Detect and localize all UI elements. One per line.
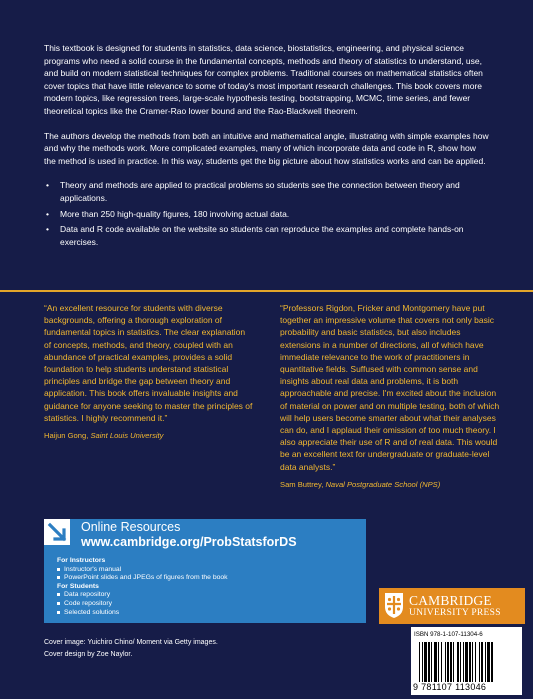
endorser-name: Haijun Gong, [44, 431, 91, 441]
endorsement-attribution [280, 479, 500, 491]
endorsement-1 [44, 302, 254, 442]
resource-list [57, 557, 228, 617]
online-resources-url[interactable]: www.cambridge.org/ProbStatsforDS [81, 535, 297, 549]
description-paragraph-2: The authors develop the methods from both an intuitive and mathematical angle, illustrating with simple examples how and why the methods work. More complicated examples, many of which incorporate data and code in R, show how the method is used in practice. In this way, students get the big picture about how statistics works and can be applied. [44, 130, 489, 166]
cover-design-credit: Cover design by Zoe Naylor. [44, 650, 133, 658]
cover-image-credit: Cover image: Yuichiro Chino/ Moment via Getty images. [44, 639, 218, 646]
endorser-name: Sam Buttrey, [280, 479, 326, 489]
endorsement-text: “An excellent resource for students with diverse backgrounds, offering a thorough exploration of fundamental topics in statistics. The clear explanation of concepts, methods, and theory, coupled with an abundance of practical examples, provides a solid foundation to help students understand statistical principles and bridge the gap between theory and application. This book offers invaluable insights and guidance for anyone seeking to master the principles of statistics. I highly recommend it.” [44, 303, 253, 423]
endorsement-2 [280, 302, 500, 491]
cover-credits [44, 637, 218, 660]
endorser-affiliation: Naval Postgraduate School (NPS) [325, 479, 441, 489]
resource-item: Selected solutions [57, 609, 228, 618]
feature-list [44, 179, 489, 248]
online-resources-box [44, 519, 366, 623]
instructors-header: For Instructors [57, 557, 106, 564]
shield-icon [384, 592, 404, 619]
publisher-logo [379, 588, 525, 624]
online-resources-title: Online Resources [81, 520, 181, 534]
description-paragraph-1: This textbook is designed for students in statistics, data science, biostatistics, engineering, and physical science programs who need a solid course in the fundamental concepts, methods and theory of statistics to understand, use, and build on modern statistical techniques for complex problems. Traditional courses on mathematical statistics often cover topics that have little relevance to some of today's most important research challenges. This book covers more modern topics, like regression trees, large-scale hypothesis testing, bootstrapping, MCMC, time series, and fewer theoretical topics like the Cramer-Rao lower bound and the Rao-Blackwell theorem. [44, 43, 483, 116]
barcode-digits: 9 781107 113046 [413, 682, 487, 692]
isbn-label: ISBN 978-1-107-11304-6 [414, 631, 483, 638]
divider [0, 290, 533, 292]
feature-item: • More than 250 high-quality figures, 180 involving actual data. [44, 208, 489, 221]
arrow-icon [44, 519, 70, 545]
feature-item: • Data and R code available on the website so students can reproduce the examples and complete hands-on exercises. [44, 223, 489, 248]
students-header: For Students [57, 582, 99, 590]
feature-item: • Theory and methods are applied to practical problems so students see the connection between theory and applications. [44, 179, 489, 204]
description [44, 42, 489, 251]
endorsement-text: “Professors Rigdon, Fricker and Montgomery have put together an impressive volume that covers not only basic probability and basic statistics, but also includes extensions in a number of directions, all of which have immediate relevance to the work of practitioners in quantitative fields. Suffused with common sense and insights about real data and problems, it is both approachable and precise. I'm excited about the inclusion of material on power and on multiple testing, both of which will help users become smarter about what their analyses can do, and I applaud their omission of too much theory. I also appreciate their use of R and of real data. This would be an excellent text for undergraduate or graduate-level data analysts.” [280, 303, 500, 472]
publisher-subname: UNIVERSITY PRESS [409, 608, 501, 618]
barcode-icon [419, 642, 515, 682]
endorsement-attribution [44, 430, 254, 442]
publisher-name: CAMBRIDGE [409, 593, 492, 608]
isbn-barcode [411, 627, 522, 695]
endorser-affiliation: Saint Louis University [90, 431, 164, 441]
resource-item: PowerPoint slides and JPEGs of figures from the book [57, 574, 228, 583]
resource-item: Data repository [57, 591, 228, 600]
resource-item: Instructor's manual [57, 566, 228, 575]
resource-item: Code repository [57, 600, 228, 609]
